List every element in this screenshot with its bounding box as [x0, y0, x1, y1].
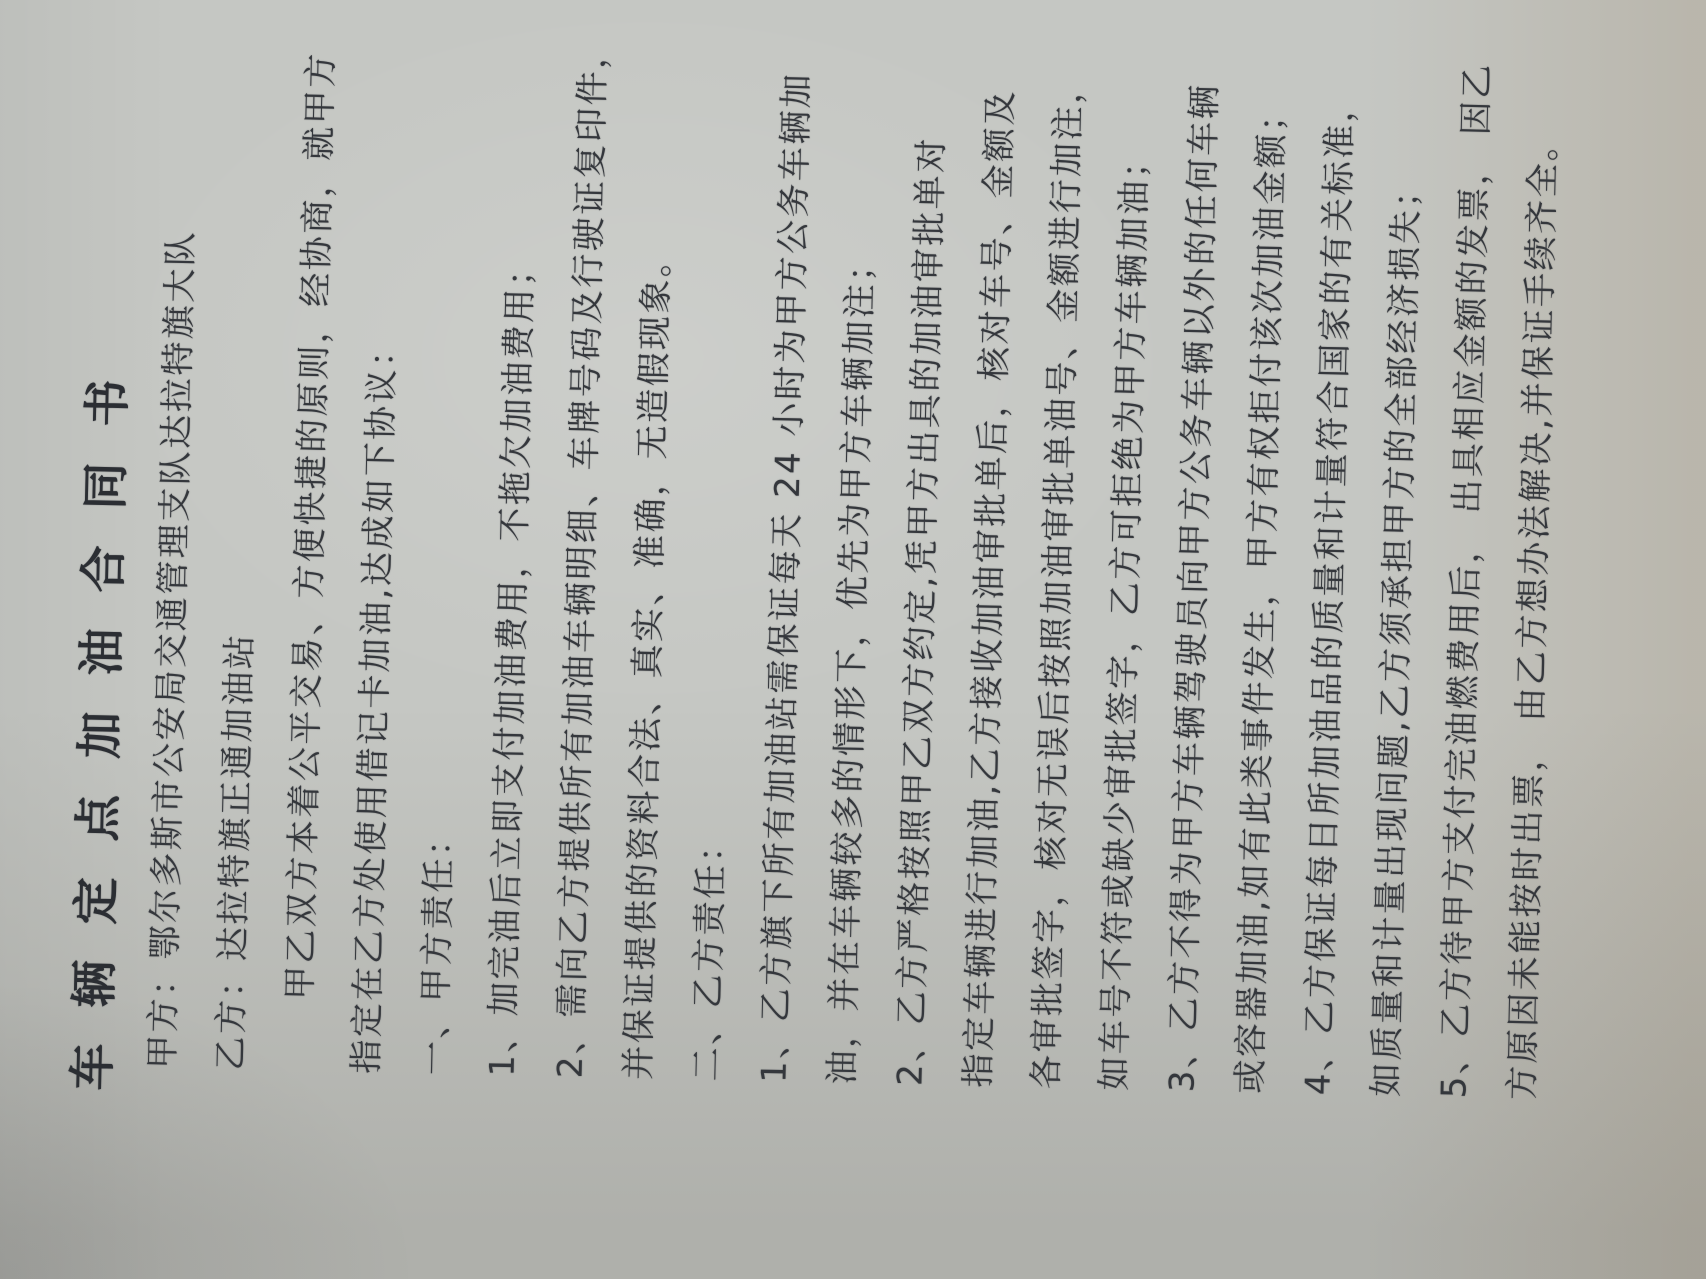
- contract-body: [124, 0, 1581, 1279]
- contract-line: 5、乙方待甲方支付完油燃费用后， 出具相应金额的发票， 因乙: [1434, 61, 1498, 1099]
- contract-line: 甲乙双方本着公平交易、方便快捷的原则，经协商，就甲方: [280, 50, 342, 1001]
- contract-line: 1、乙方旗下所有加油站需保证每天 24 小时为甲方公务车辆加: [754, 71, 818, 1084]
- contract-line: 指定车辆进行加油,乙方接收加油审批单后，核对车号、金额及: [958, 88, 1022, 1088]
- contract-line: 2、乙方严格按照甲乙双方约定,凭甲方出具的加油审批单对: [890, 135, 952, 1087]
- contract-line: 甲方：鄂尔多斯市公安局交通管理支队达拉特旗大队: [142, 229, 202, 1070]
- contract-line: 如车号不符或缺少审批签字，乙方可拒绝为甲方车辆加油；: [1094, 141, 1156, 1092]
- contract-line: 乙方：达拉特旗正通加油站: [210, 632, 261, 1071]
- contract-line: 各审批签字，核对无误后按照加油审批单油号、金额进行加注，: [1026, 66, 1090, 1090]
- contract-line: 4、乙方保证每日所加油品的质量和计量符合国家的有关标准，: [1298, 85, 1362, 1096]
- contract-line: 或容器加油,如有此类事件发生，甲方有权拒付该次加油金额；: [1230, 94, 1293, 1095]
- contract-title: 车辆定点加油合同书: [65, 342, 138, 1091]
- contract-line: 3、乙方不得为甲方车辆驾驶员向甲方公务车辆以外的任何车辆: [1162, 82, 1226, 1093]
- contract-line: 并保证提供的资料合法、真实、准确，无造假现象。: [618, 240, 678, 1081]
- contract-line: 二、乙方责任：: [686, 825, 733, 1082]
- contract-line: 指定在乙方处使用借记卡加油,达成如下协议：: [346, 330, 404, 1075]
- contract-line: 方原因未能按时出票， 由乙方想办法解决,并保证手续齐全。: [1502, 123, 1565, 1101]
- contract-line: 1、加完油后立即支付加油费用，不拖欠加油费用；: [482, 249, 542, 1078]
- contract-line: 2、需向乙方提供所有加油车辆明细、车牌号码及行驶证复印件，: [550, 31, 615, 1079]
- contract-line: 一、甲方责任：: [414, 819, 461, 1076]
- contract-line: 如质量和计量出现问题,乙方须承担甲方的全部经济损失；: [1366, 170, 1428, 1098]
- contract-line: 油，并在车辆较多的情形下，优先为甲方车辆加注；: [822, 244, 882, 1085]
